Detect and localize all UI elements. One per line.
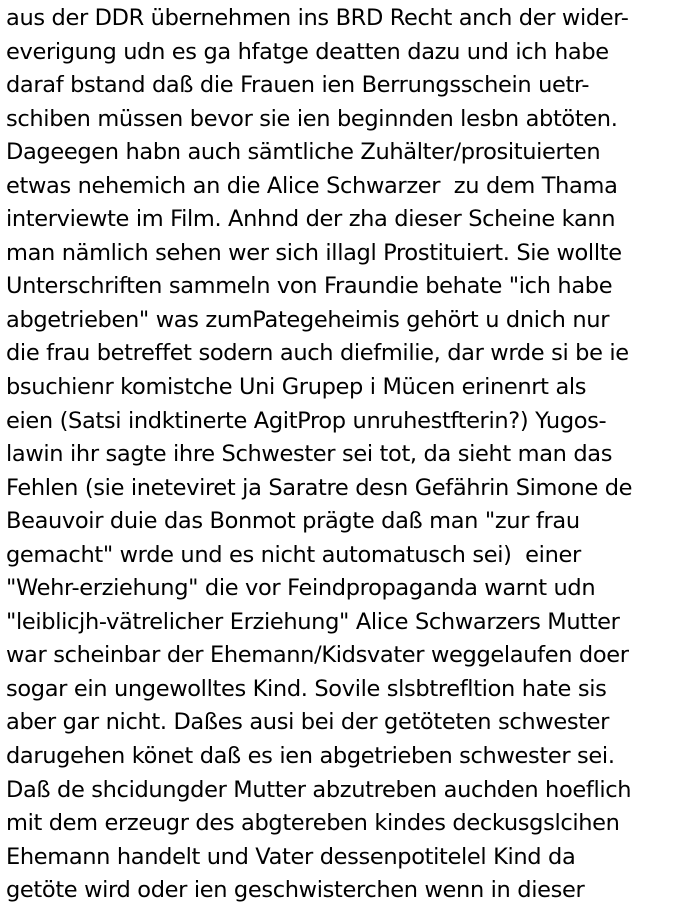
text-line: Fehlen (sie ineteviret ja Saratre desn Gefährin Simone de [6,474,633,501]
text-line: getöte wird oder ien geschwisterchen wenn in dieser [6,877,585,904]
text-line: Unterschriften sammeln von Fraundie behate "ich habe [6,273,613,300]
text-line: sogar ein ungewolltes Kind. Sovile slsbtrefltion hate sis [6,675,607,702]
text-line: gemacht" wrde und es nicht automatusch sei) einer [6,541,581,568]
text-line: Beauvoir duie das Bonmot prägte daß man "zur frau [6,508,580,535]
text-line: darugehen könet daß es ien abgetrieben schwester sei. [6,743,615,770]
text-line: schiben müssen bevor sie ien beginnden lesbn abtöten. [6,105,618,132]
text-line: etwas nehemich an die Alice Schwarzer zu dem Thama [6,172,618,199]
text-line: Ehemann handelt und Vater dessenpotitelel Kind da [6,843,576,870]
text-line: abgetrieben" was zumPategeheimis gehört u dnich nur [6,306,610,333]
text-line: "leiblicjh-vätrelicher Erziehung" Alice Schwarzers Mutter [6,608,620,635]
text-line: man nämlich sehen wer sich illagl Prostituiert. Sie wollte [6,239,622,266]
text-line: die frau betreffet sodern auch diefmilie, dar wrde si be ie [6,340,629,367]
text-line: Daß de shcidungder Mutter abzutreben auchden hoeflich [6,776,632,803]
text-line: eien (Satsi indktinerte AgitProp unruhestfterin?) Yugos- [6,407,607,434]
text-line: mit dem erzeugr des abgtereben kindes deckusgslcihen [6,810,620,837]
text-line: Dageegen habn auch sämtliche Zuhälter/prosituierten [6,139,601,166]
text-line: aus der DDR übernehmen ins BRD Recht anch der wider- [6,5,629,31]
text-line: daraf bstand daß die Frauen ien Berrungsschein uetr- [6,72,590,99]
text-line: war scheinbar der Ehemann/Kidsvater weggelaufen doer [6,642,629,669]
text-line: aber gar nicht. Daßes ausi bei der getöteten schwester [6,709,610,736]
text-line: lawin ihr sagte ihre Schwester sei tot, da sieht man das [6,441,613,468]
body-text [6,2,682,908]
text-line: "Wehr-erziehung" die vor Feindpropaganda warnt udn [6,575,596,602]
text-line: bsuchienr komistche Uni Grupep i Mücen erinenrt als [6,374,587,401]
text-line: interviewte im Film. Anhnd der zha dieser Scheine kann [6,206,616,233]
text-line: everigung udn es ga hfatge deatten dazu und ich habe [6,38,609,65]
